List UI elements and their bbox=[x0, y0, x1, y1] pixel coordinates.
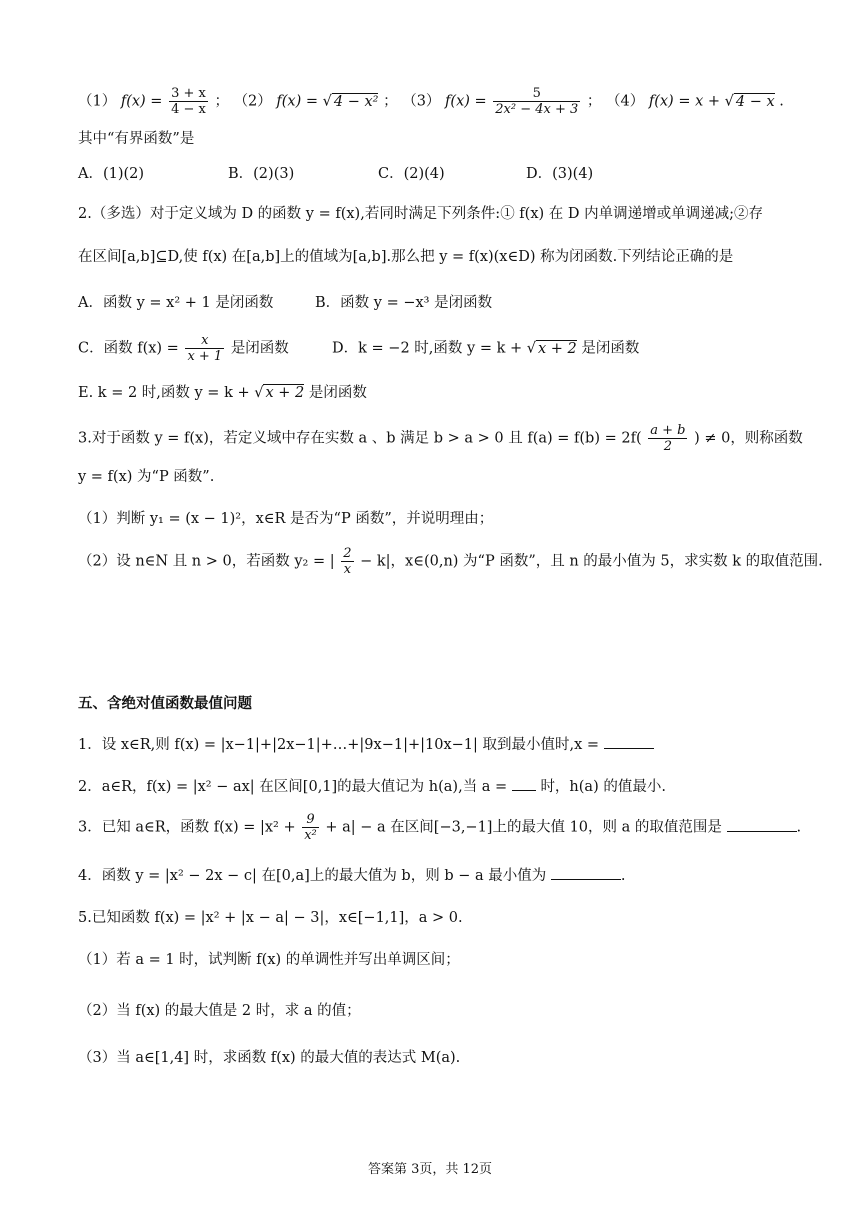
q2-option-c-fraction bbox=[185, 333, 224, 364]
s5-problem4-text: 4．函数 y = |x² − 2x − c| 在[0,a]上的最大值为 b，则 b − a 最小值为 bbox=[78, 868, 547, 884]
q3-sub2-denominator: x bbox=[343, 562, 352, 577]
q3-line1-denominator: 2 bbox=[663, 439, 672, 454]
s5-problem3-end: . bbox=[796, 819, 802, 836]
q2-option-e-post: 是闭函数 bbox=[308, 385, 367, 401]
q1-option-a: A．(1)(2) bbox=[78, 166, 145, 182]
q2-options-cd bbox=[78, 333, 639, 373]
q2-option-d-pre: D．k = −2 时,函数 y = k + bbox=[332, 340, 523, 357]
q3-sub2 bbox=[78, 546, 823, 577]
q1-item1-fraction bbox=[169, 86, 208, 117]
q3-sub2-post: − k|，x∈(0,n) 为“P 函数”，且 n 的最小值为 5，求实数 k 的取值范围. bbox=[360, 553, 823, 570]
s5-problem1 bbox=[78, 734, 654, 756]
q1-option-d: D．(3)(4) bbox=[526, 166, 594, 182]
s5-problem5-part3: （3）当 a∈[1,4] 时，求函数 f(x) 的最大值的表达式 M(a). bbox=[78, 1050, 461, 1066]
q2-option-d-root-icon: √ bbox=[526, 340, 536, 357]
q2-option-e-root-icon: √ bbox=[254, 385, 264, 401]
q1-item2-root-icon: √ bbox=[322, 93, 332, 110]
q3-sub1: （1）判断 y₁ = (x − 1)²，x∈R 是否为“P 函数”，并说明理由； bbox=[78, 511, 494, 527]
s5-problem3-fraction bbox=[302, 812, 319, 843]
q3-line2: y = f(x) 为“P 函数”. bbox=[78, 469, 215, 485]
s5-problem5-part1: （1）若 a = 1 时，试判断 f(x) 的单调性并写出单调区间； bbox=[78, 952, 460, 968]
q3-sub2-numerator: 2 bbox=[343, 546, 352, 561]
q1-item1-denominator: 4 − x bbox=[171, 102, 206, 117]
q1-option-b: B．(2)(3) bbox=[228, 166, 295, 182]
q2-option-e-radicand: x + 2 bbox=[265, 385, 305, 401]
s5-problem4-blank bbox=[551, 865, 621, 880]
q1-item1-func: f(x) = bbox=[120, 93, 163, 110]
q1-question: 其中“有界函数”是 bbox=[78, 131, 195, 147]
q1-item4-label: （4） bbox=[606, 93, 645, 110]
q1-item2-func: f(x) = bbox=[276, 93, 319, 110]
s5-problem5-part2: （2）当 f(x) 的最大值是 2 时，求 a 的值； bbox=[78, 1003, 361, 1019]
q1-item3-label: （3） bbox=[402, 93, 441, 110]
q1-item4-func: f(x) = x + bbox=[648, 93, 721, 110]
q1-item1-sep: ； bbox=[214, 93, 229, 110]
q1-item4-end: . bbox=[779, 93, 784, 110]
q2-option-e-pre: E. k = 2 时,函数 y = k + bbox=[78, 385, 250, 401]
q1-item4-radicand: 4 − x bbox=[735, 93, 775, 110]
q3-line1-pre: 3.对于函数 y = f(x)，若定义域中存在实数 a 、b 满足 b > a > 0 且 f(a) = f(b) = 2f( bbox=[78, 430, 642, 447]
q2-option-a: A．函数 y = x² + 1 是闭函数 bbox=[78, 295, 274, 311]
q3-line1-post: ) ≠ 0，则称函数 bbox=[694, 430, 803, 447]
s5-problem1-blank bbox=[604, 734, 654, 749]
s5-problem2 bbox=[78, 776, 666, 798]
q2-line1: 2.（多选）对于定义域为 D 的函数 y = f(x),若同时满足下列条件:① f(x) 在 D 内单调递增或单调递减;②存 bbox=[78, 206, 764, 222]
q1-item4-root-icon: √ bbox=[724, 93, 734, 110]
q2-option-c-pre: C．函数 f(x) = bbox=[78, 340, 179, 357]
s5-problem2-pre: 2．a∈R，f(x) = |x² − ax| 在区间[0,1]的最大值记为 h(a),当 a = bbox=[78, 779, 508, 795]
q2-option-c-denominator: x + 1 bbox=[187, 349, 223, 364]
q3-line1-numerator: a + b bbox=[650, 423, 686, 438]
q2-line2: 在区间[a,b]⊆D,使 f(x) 在[a,b]上的值域为[a,b].那么把 y = f(x)(x∈D) 称为闭函数.下列结论正确的是 bbox=[78, 249, 734, 265]
q1-option-c: C．(2)(4) bbox=[378, 166, 445, 182]
q1-item2-sep: ； bbox=[383, 93, 398, 110]
q3-line1 bbox=[78, 423, 803, 454]
q2-option-d-post: 是闭函数 bbox=[581, 340, 640, 357]
s5-problem4-end: . bbox=[620, 868, 626, 884]
q1-item2-label: （2） bbox=[233, 93, 272, 110]
q2-option-e bbox=[78, 382, 367, 404]
s5-problem5: 5.已知函数 f(x) = |x² + |x − a| − 3|，x∈[−1,1]，a > 0. bbox=[78, 910, 463, 926]
s5-problem1-text: 1．设 x∈R,则 f(x) = |x−1|+|2x−1|+…+|9x−1|+|10x−1| 取到最小值时,x = bbox=[78, 737, 600, 753]
q1-items-line bbox=[78, 86, 784, 117]
s5-problem3-blank bbox=[727, 817, 797, 832]
q2-option-d-radicand: x + 2 bbox=[537, 340, 577, 357]
q2-option-b: B．函数 y = −x³ 是闭函数 bbox=[315, 295, 493, 311]
s5-problem2-blank bbox=[512, 776, 536, 791]
q1-item3-fraction bbox=[493, 86, 580, 117]
s5-problem4 bbox=[78, 865, 625, 887]
q1-item3-sep: ； bbox=[586, 93, 602, 110]
s5-problem3-numerator: 9 bbox=[302, 812, 319, 828]
q1-item2-radicand: 4 − x² bbox=[333, 93, 379, 110]
s5-problem3-denominator: x² bbox=[304, 828, 317, 843]
section5-heading: 五、含绝对值函数最值问题 bbox=[78, 696, 252, 712]
q1-item1-label: （1） bbox=[78, 93, 117, 110]
q1-item3-numerator: 5 bbox=[493, 86, 580, 102]
q3-sub2-fraction bbox=[341, 546, 353, 577]
q2-option-c-post: 是闭函数 bbox=[230, 340, 289, 357]
s5-problem3-pre: 3．已知 a∈R，函数 f(x) = |x² + bbox=[78, 819, 296, 836]
q1-item3-denominator: 2x² − 4x + 3 bbox=[495, 102, 579, 117]
q2-option-c-numerator: x bbox=[185, 333, 224, 349]
s5-problem3-post: + a| − a 在区间[−3,−1]上的最大值 10，则 a 的取值范围是 bbox=[325, 819, 722, 836]
q3-line1-fraction bbox=[648, 423, 687, 454]
q1-item3-func: f(x) = bbox=[445, 93, 487, 110]
q3-sub2-pre: （2）设 n∈N 且 n > 0，若函数 y₂ = | bbox=[78, 553, 335, 570]
s5-problem3 bbox=[78, 812, 801, 843]
q1-item1-numerator: 3 + x bbox=[171, 86, 206, 101]
s5-problem2-post: 时，h(a) 的值最小. bbox=[540, 779, 666, 795]
page-footer: 答案第 3页，共 12页 bbox=[367, 1162, 493, 1177]
